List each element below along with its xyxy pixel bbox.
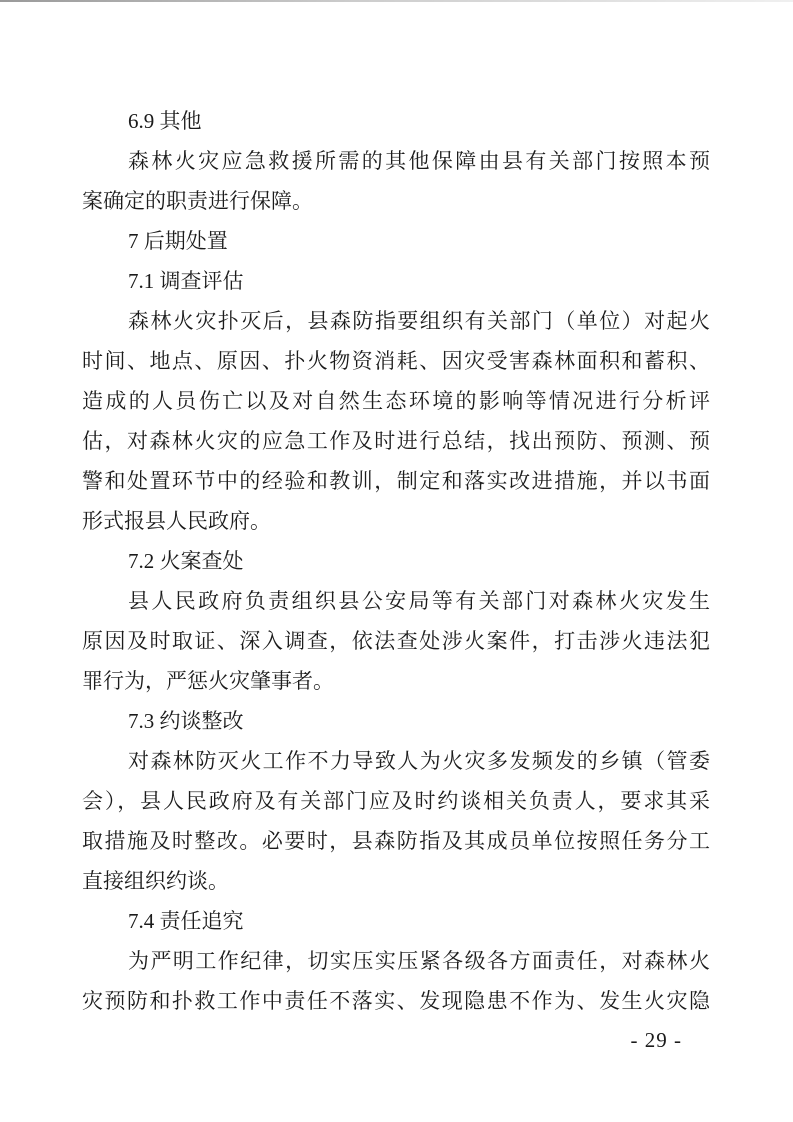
text-line: 案确定的职责进行保障。 xyxy=(82,189,313,213)
section-heading: 7.2 火案查处 xyxy=(128,549,244,573)
text-line: 森林火灾扑灭后，县森防指要组织有关部门（单位）对起火 xyxy=(128,309,710,333)
text-line: 形式报县人民政府。 xyxy=(82,509,271,533)
document-body xyxy=(82,101,710,1021)
text-line: 造成的人员伤亡以及对自然生态环境的影响等情况进行分析评 xyxy=(82,389,710,413)
section-heading: 7.3 约谈整改 xyxy=(128,709,244,733)
scan-edge-artifact xyxy=(0,0,793,2)
section-heading: 7 后期处置 xyxy=(128,229,228,253)
text-line: 直接组织约谈。 xyxy=(82,869,229,893)
text-line: 为严明工作纪律，切实压实压紧各级各方面责任，对森林火 xyxy=(128,949,710,973)
text-line: 会），县人民政府及有关部门应及时约谈相关负责人，要求其采 xyxy=(82,789,710,813)
text-line: 罪行为，严惩火灾肇事者。 xyxy=(82,669,334,693)
section-heading: 7.1 调查评估 xyxy=(128,269,244,293)
text-line: 警和处置环节中的经验和教训，制定和落实改进措施，并以书面 xyxy=(82,469,710,493)
text-line: 估，对森林火灾的应急工作及时进行总结，找出预防、预测、预 xyxy=(82,429,710,453)
text-line: 取措施及时整改。必要时，县森防指及其成员单位按照任务分工 xyxy=(82,829,710,853)
section-heading: 6.9 其他 xyxy=(128,109,202,133)
text-line: 时间、地点、原因、扑火物资消耗、因灾受害森林面积和蓄积、 xyxy=(82,349,710,373)
text-line: 对森林防灭火工作不力导致人为火灾多发频发的乡镇（管委 xyxy=(128,749,710,773)
text-line: 森林火灾应急救援所需的其他保障由县有关部门按照本预 xyxy=(128,149,710,173)
page-number: - 29 - xyxy=(630,1028,682,1052)
text-line: 灾预防和扑救工作中责任不落实、发现隐患不作为、发生火灾隐 xyxy=(82,989,710,1013)
text-line: 原因及时取证、深入调查，依法查处涉火案件，打击涉火违法犯 xyxy=(82,629,710,653)
text-line: 县人民政府负责组织县公安局等有关部门对森林火灾发生 xyxy=(128,589,710,613)
section-heading: 7.4 责任追究 xyxy=(128,909,244,933)
